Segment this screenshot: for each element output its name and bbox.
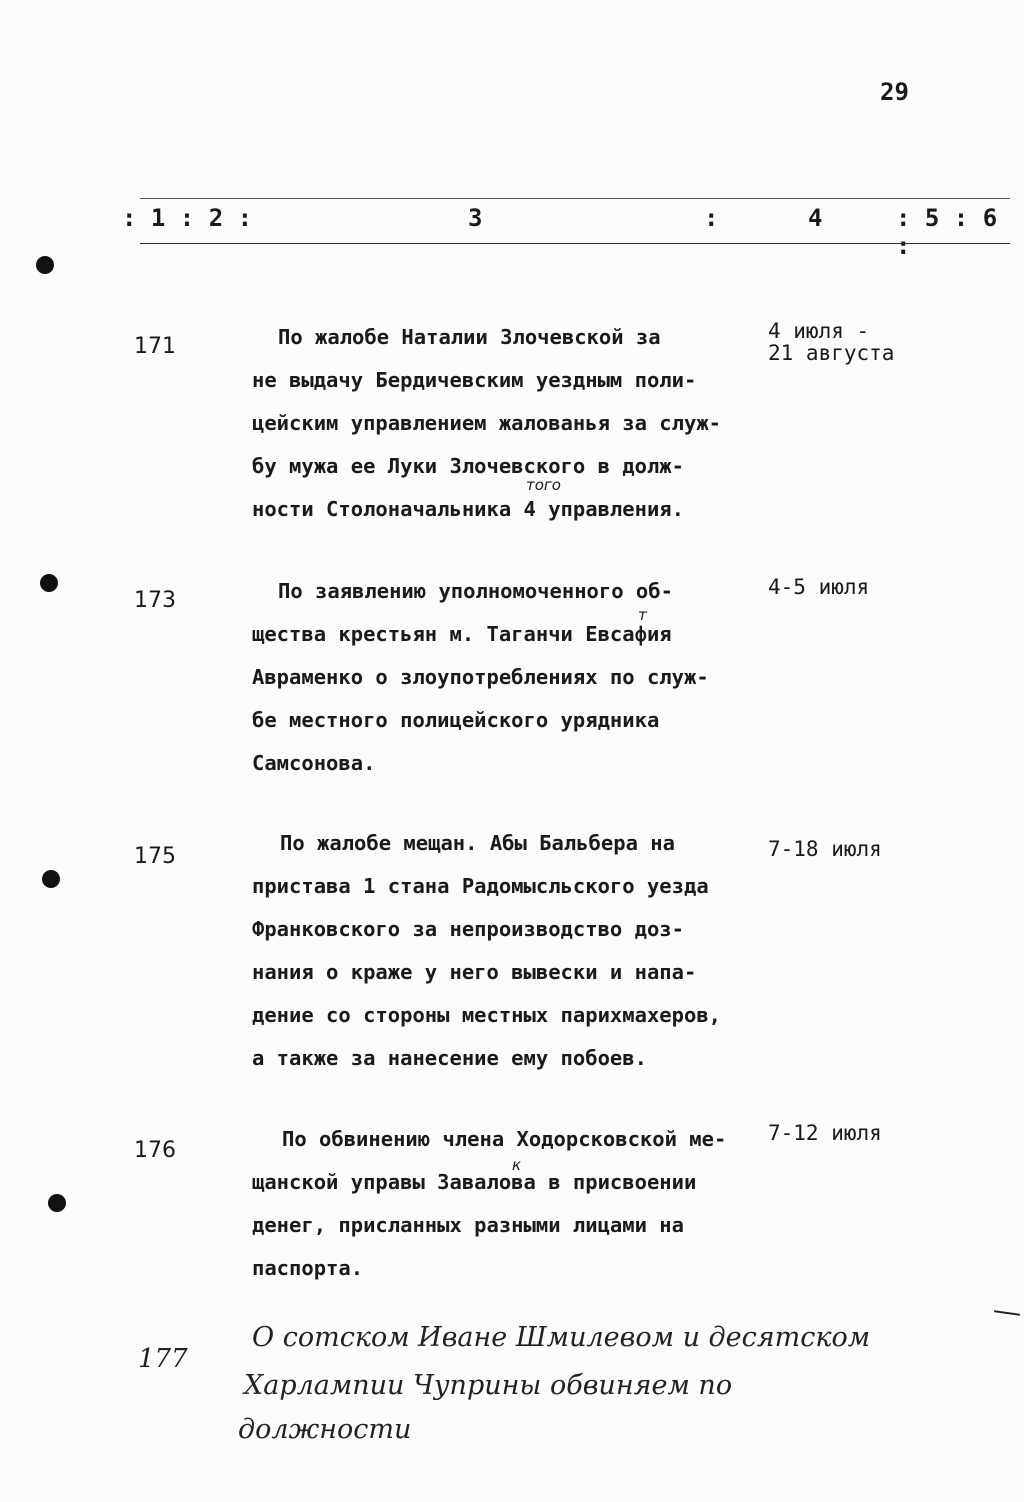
description-line: цейским управлением жалованья за служ- bbox=[252, 411, 721, 435]
description-line: паспорта. bbox=[252, 1256, 364, 1280]
description-line: ности Столоначальника 4 управления. bbox=[252, 497, 684, 521]
column-header-5-6: : 5 : 6 : bbox=[896, 204, 998, 260]
entry-description bbox=[252, 570, 752, 785]
entry-number: 171 bbox=[134, 334, 176, 359]
entry-date bbox=[768, 320, 894, 364]
entry-date bbox=[768, 576, 869, 598]
description-line: По заявлению уполномоченного об- bbox=[278, 579, 673, 603]
description-line: бу мужа ее Луки Злочевского в долж- bbox=[252, 454, 684, 478]
description-line: а также за нанесение ему побоев. bbox=[252, 1046, 647, 1070]
entry-number: 175 bbox=[134, 844, 176, 869]
date-line: 4-5 июля bbox=[768, 575, 870, 599]
description-line: По жалобе мещан. Абы Бальбера на bbox=[280, 831, 675, 855]
description-line: По обвинению члена Ходорсковской ме- bbox=[282, 1127, 727, 1151]
column-header-1-2: : 1 : 2 : bbox=[122, 204, 253, 232]
description-line: щанской управы Заваловa в присвоении bbox=[252, 1170, 697, 1194]
superscript-correction: к bbox=[512, 1156, 522, 1174]
description-line: щества крестьян м. Таганчи Евсафия bbox=[252, 622, 672, 646]
column-header-4: 4 bbox=[808, 204, 823, 232]
punch-hole bbox=[40, 574, 58, 592]
handwritten-line: должности bbox=[238, 1414, 412, 1445]
margin-mark bbox=[994, 1310, 1020, 1316]
date-line: 7-18 июля bbox=[768, 837, 882, 861]
punch-hole bbox=[42, 870, 60, 888]
punch-hole bbox=[36, 256, 54, 274]
entry-description bbox=[252, 316, 752, 531]
superscript-correction: т bbox=[638, 606, 647, 624]
handwritten-number: 177 bbox=[138, 1344, 188, 1374]
description-line: пристава 1 стана Радомысльского уезда bbox=[252, 874, 709, 898]
description-line: Авраменко о злоупотреблениях по служ- bbox=[252, 665, 709, 689]
page-number: 29 bbox=[880, 78, 909, 106]
description-line: дение со стороны местных парихмахеров, bbox=[252, 1003, 721, 1027]
date-line: 21 августа bbox=[768, 341, 895, 365]
column-header-3: 3 bbox=[468, 204, 483, 232]
entry-description bbox=[252, 822, 752, 1080]
description-line: По жалобе Наталии Злочевской за bbox=[278, 325, 661, 349]
handwritten-line: О сотском Иване Шмилевом и десятском bbox=[252, 1322, 871, 1353]
entry-number: 173 bbox=[134, 588, 176, 613]
superscript-correction: того bbox=[526, 476, 561, 494]
handwritten-line: Харлампии Чуприны обвиняем по bbox=[244, 1370, 733, 1401]
date-line: 7-12 июля bbox=[768, 1121, 882, 1145]
header-top-rule bbox=[140, 198, 1010, 199]
description-line: бе местного полицейского урядника bbox=[252, 708, 660, 732]
description-line: не выдачу Бердичевским уездным поли- bbox=[252, 368, 697, 392]
description-line: Самсонова. bbox=[252, 751, 376, 775]
entry-date bbox=[768, 1122, 882, 1144]
description-line: нания о краже у него вывески и напа- bbox=[252, 960, 697, 984]
header-bottom-rule bbox=[140, 243, 1010, 244]
description-line: Франковского за непроизводство доз- bbox=[252, 917, 684, 941]
column-separator: : bbox=[704, 204, 719, 232]
entry-date bbox=[768, 838, 882, 860]
date-line: 4 июля - bbox=[768, 319, 870, 343]
description-line: денег, присланных разными лицами на bbox=[252, 1213, 684, 1237]
entry-number: 176 bbox=[134, 1138, 176, 1163]
entry-description bbox=[252, 1118, 752, 1290]
punch-hole bbox=[48, 1194, 66, 1212]
